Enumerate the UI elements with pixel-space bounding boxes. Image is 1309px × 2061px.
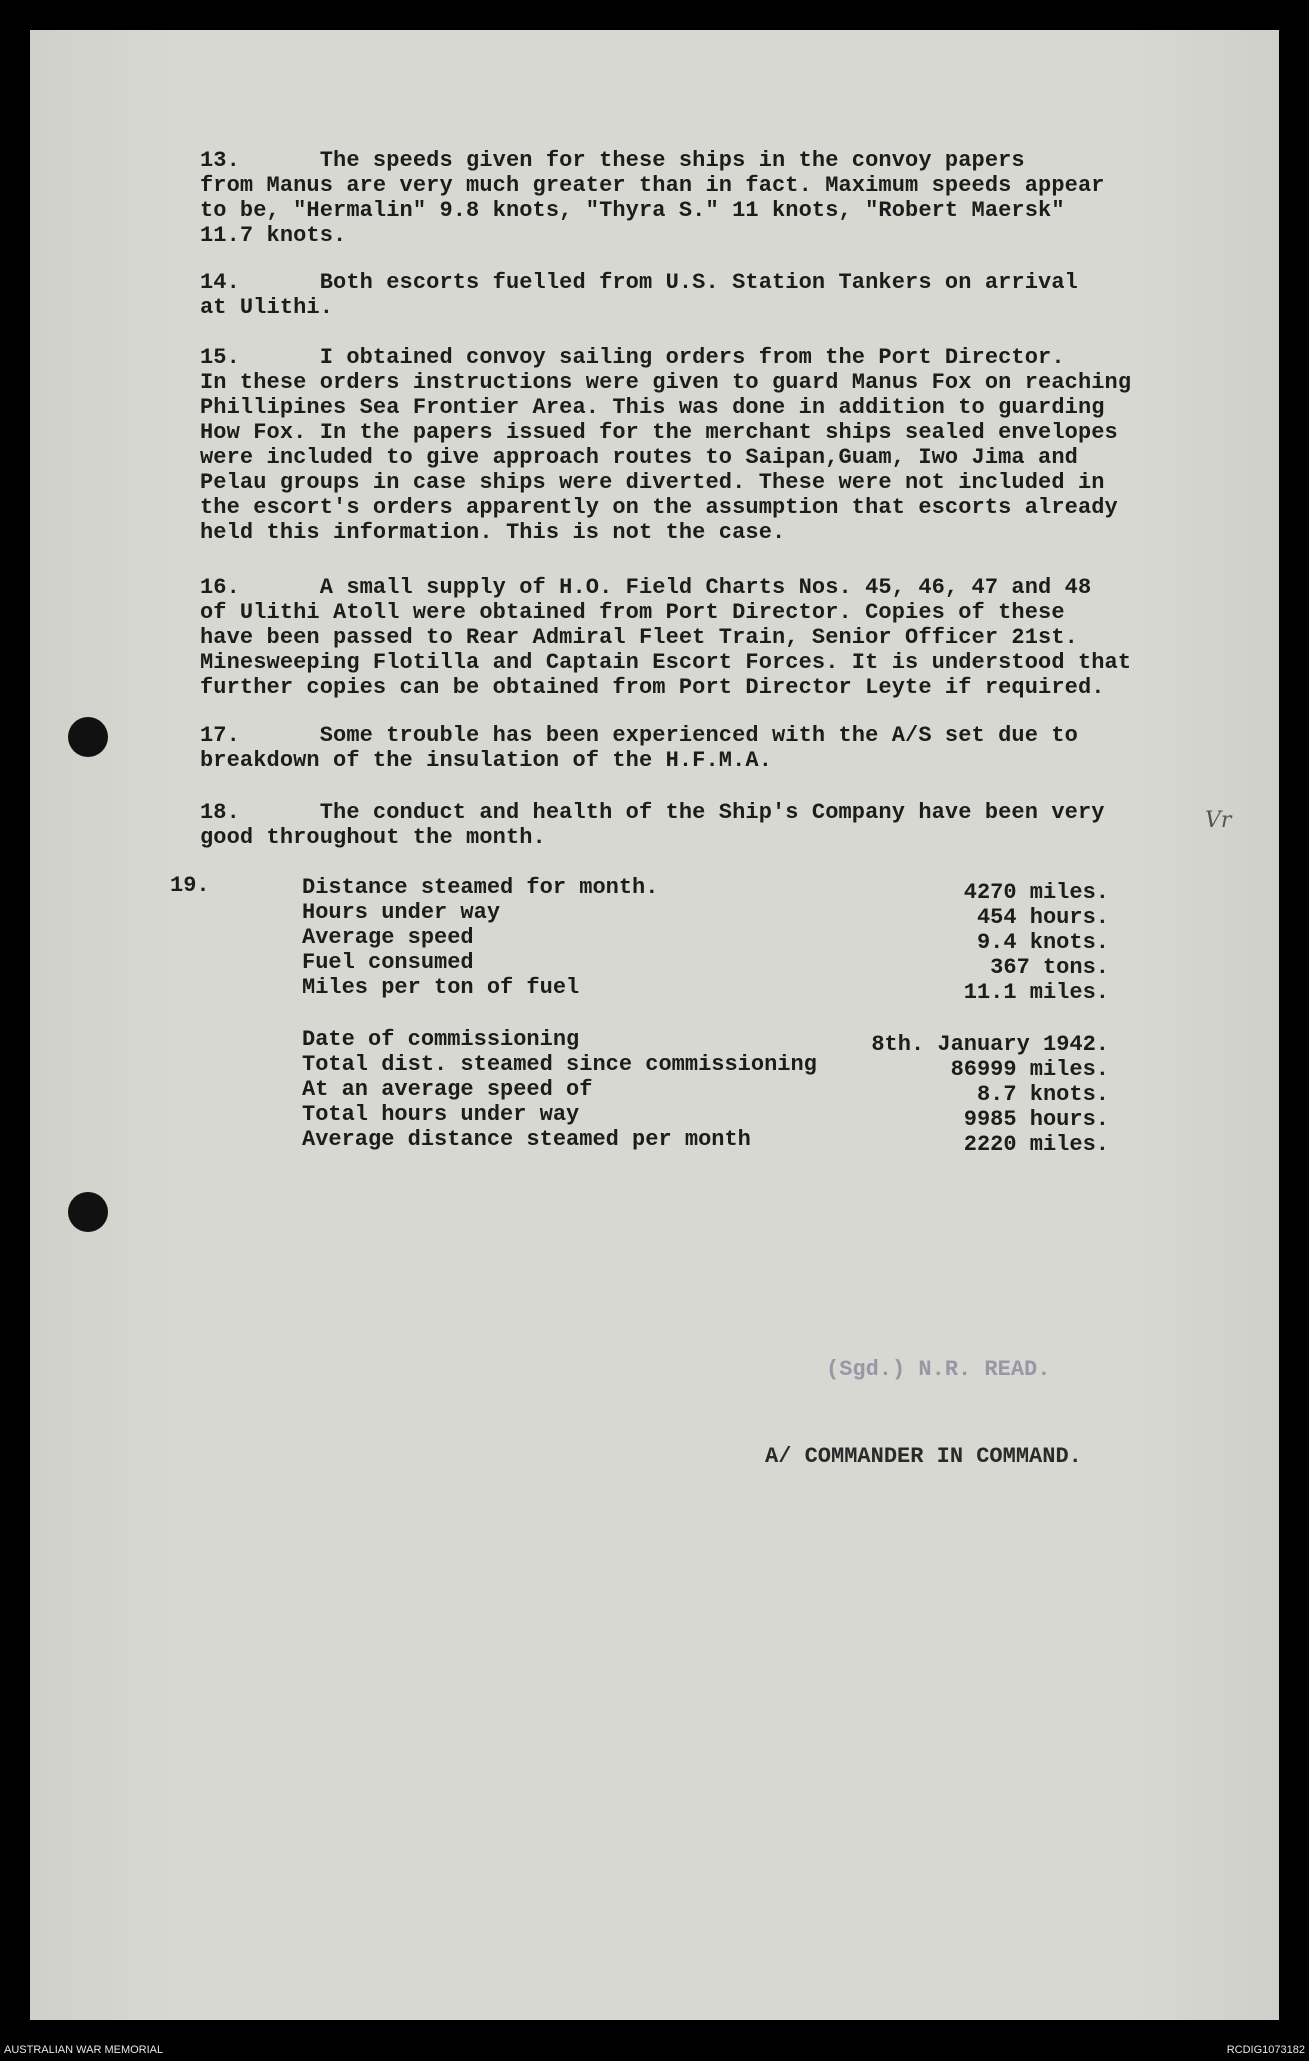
stat-value: 4270 miles. <box>963 880 1109 905</box>
stat-label: Hours under way <box>302 900 501 925</box>
stat-value: 454 hours. <box>976 905 1109 930</box>
paragraph-16: 16. A small supply of H.O. Field Charts Nos. 45, 46, 47 and 48 of Ulithi Atoll were obtained from Port Director. Copies of these have been passed to Rear Admiral Fleet Train, Senior Officer 21st. Minesweeping Flotilla and Captain Escort Forces. It is understood that further copies can be obtained from Port Director Leyte if required. <box>200 575 1132 700</box>
stat-label: Average distance steamed per month <box>302 1127 751 1152</box>
stat-label: Total hours under way <box>302 1102 580 1127</box>
stat-label: At an average speed of <box>302 1077 593 1102</box>
margin-initial: Vr <box>1205 808 1232 833</box>
punch-hole-top <box>68 717 108 757</box>
stat-value: 86999 miles. <box>950 1057 1109 1082</box>
signature-stamp: (Sgd.) N.R. READ. <box>826 1357 1051 1382</box>
stat-value: 11.1 miles. <box>963 980 1109 1005</box>
stat-value: 2220 miles. <box>963 1132 1109 1157</box>
paragraph-15: 15. I obtained convoy sailing orders from the Port Director. In these orders instructions were given to guard Manus Fox on reaching Phillipines Sea Frontier Area. This was done in addition to guarding How Fox. In the papers issued for the merchant ships sealed envelopes were included to give approach routes to Saipan,Guam, Iwo Jima and Pelau groups in case ships were diverted. These were not included in the escort's orders apparently on the assumption that escorts already held this information. This is not the case. <box>200 345 1132 545</box>
paragraph-13: 13. The speeds given for these ships in the convoy papers from Manus are very much greater than in fact. Maximum speeds appear to be, "Hermalin" 9.8 knots, "Thyra S." 11 knots, "Robert Maersk" 11.7 knots. <box>200 148 1105 248</box>
stat-label: Miles per ton of fuel <box>302 975 580 1000</box>
paragraph-19-number: 19. <box>170 873 210 898</box>
stat-label: Distance steamed for month. <box>302 875 659 900</box>
paragraph-14: 14. Both escorts fuelled from U.S. Station Tankers on arrival at Ulithi. <box>200 270 1078 320</box>
stat-label: Average speed <box>302 925 474 950</box>
document-page <box>30 30 1279 2020</box>
stat-value: 9985 hours. <box>963 1107 1109 1132</box>
footer-archive-name: AUSTRALIAN WAR MEMORIAL <box>4 2044 164 2056</box>
stat-label: Fuel consumed <box>302 950 474 975</box>
signature-title: A/ COMMANDER IN COMMAND. <box>765 1444 1082 1469</box>
stat-value: 9.4 knots. <box>976 930 1109 955</box>
stat-label: Date of commissioning <box>302 1027 580 1052</box>
footer-record-id: RCDIG1073182 <box>1226 2044 1305 2056</box>
paragraph-18: 18. The conduct and health of the Ship's Company have been very good throughout the month. <box>200 800 1105 850</box>
paragraph-17: 17. Some trouble has been experienced with the A/S set due to breakdown of the insulation of the H.F.M.A. <box>200 723 1078 773</box>
stat-value: 8.7 knots. <box>976 1082 1109 1107</box>
punch-hole-bottom <box>68 1192 108 1232</box>
stat-value: 8th. January 1942. <box>871 1032 1109 1057</box>
stat-value: 367 tons. <box>990 955 1109 980</box>
stat-label: Total dist. steamed since commissioning <box>302 1052 817 1077</box>
